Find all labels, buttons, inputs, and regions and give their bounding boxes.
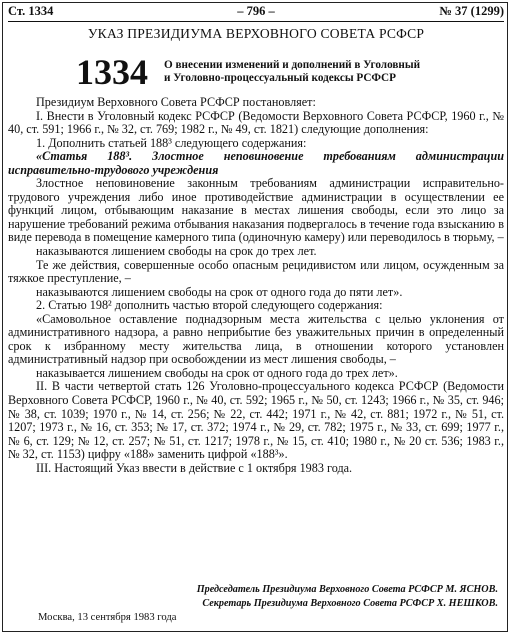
article-198-2-penalty: наказывается лишением свободы на срок от одного года до трех лет».: [36, 365, 398, 380]
article-188-3-part-2: Те же действия, совершенные особо опасным рецидивистом или лицом, осужденным за тяжкое преступление, –: [8, 257, 504, 286]
article-188-3-heading: «Статья 188³. Злостное неповиновение требованиям администрации исправительно-трудового учреждения: [8, 149, 504, 177]
header-page-number: – 796 –: [237, 4, 275, 18]
section-3: III. Настоящий Указ ввести в действие с 1 октября 1983 года.: [36, 460, 353, 475]
signature-chairman: Председатель Президиума Верховного Совета РСФСР М. ЯСНОВ.: [196, 584, 498, 595]
header-article-ref: Ст. 1334: [8, 4, 54, 18]
body-text: [8, 96, 504, 475]
document-title: УКАЗ ПРЕЗИДИУМА ВЕРХОВНОГО СОВЕТА РСФСР: [87, 26, 425, 41]
header-rule: [8, 21, 504, 22]
place-date: Москва, 13 сентября 1983 года: [38, 612, 177, 623]
section-1-intro: I. Внести в Уголовный кодекс РСФСР (Ведомости Верховного Совета РСФСР, 1960 г., № 40, ст. 591; 1966 г., № 32, ст. 769; 1982 г., № 49, ст. 1821) следующие дополнения:: [8, 108, 504, 137]
article-188-3-penalty-2: наказываются лишением свободы на срок от одного года до пяти лет».: [36, 284, 403, 299]
document-subject: [164, 59, 464, 85]
subject-line-2: и Уголовно-процессуальный кодексы РСФСР: [164, 72, 396, 84]
item-2: 2. Статью 198² дополнить частью второй следующего содержания:: [36, 298, 383, 313]
article-188-3-penalty-1: наказываются лишением свободы на срок до трех лет.: [36, 244, 317, 259]
subject-line-1: О внесении изменений и дополнений в Уголовный: [164, 59, 421, 71]
item-1: 1. Дополнить статьей 188³ следующего содержания:: [36, 135, 307, 150]
signature-secretary: Секретарь Президиума Верховного Совета РСФСР Х. НЕШКОВ.: [202, 598, 498, 609]
article-188-3-part-1: Злостное неповиновение законным требованиям администрации исправительно-трудового учреждения либо иное противодействие администрации в осуществлении ее функций лицом, отбывающим наказание в местах лишения свободы, если это лицо за нарушение требований режима отбывания наказания подвергалось в течение года взысканию в виде перевода в помещение камерного типа (одиночную камеру) или переводилось в тюрьму, –: [8, 176, 504, 245]
header-issue-number: № 37 (1299): [439, 4, 504, 18]
preamble: Президиум Верховного Совета РСФСР постановляет:: [36, 95, 316, 109]
section-2: II. В части четвертой стать 126 Уголовно-процессуального кодекса РСФСР (Ведомости Верховного Совета РСФСР, 1960 г., № 40, ст. 592; 1965 г., № 50, ст. 1243; 1966 г., № 35, ст. 946; № 38, ст. 1039; 1970 г., № 14, ст. 256; № 22, ст. 442; 1971 г., № 42, ст. 881; 1972 г., № 51, ст. 1207; 1973 г., № 16, ст. 353; № 17, ст. 372; 1974 г., № 29, ст. 782; 1975 г., № 33, ст. 699; 1977 г., № 6, ст. 129; № 12, ст. 257; № 51, ст. 1217; 1978 г., № 15, ст. 410; 1980 г., № 20 ст. 536; 1983 г., № 32, ст. 1153) цифру «188» заменить цифрой «188³».: [8, 379, 504, 462]
article-198-2-part-2: «Самовольное оставление поднадзорным места жительства с целью уклонения от административного надзора, а равно неприбытие без уважительных причин в определенный срок к избранному месту жительства лица, в отношении которого установлен административный надзор при освобождении из мест лишения свободы, –: [8, 311, 504, 367]
running-header: [8, 4, 504, 20]
document-number: 1334: [76, 52, 148, 92]
